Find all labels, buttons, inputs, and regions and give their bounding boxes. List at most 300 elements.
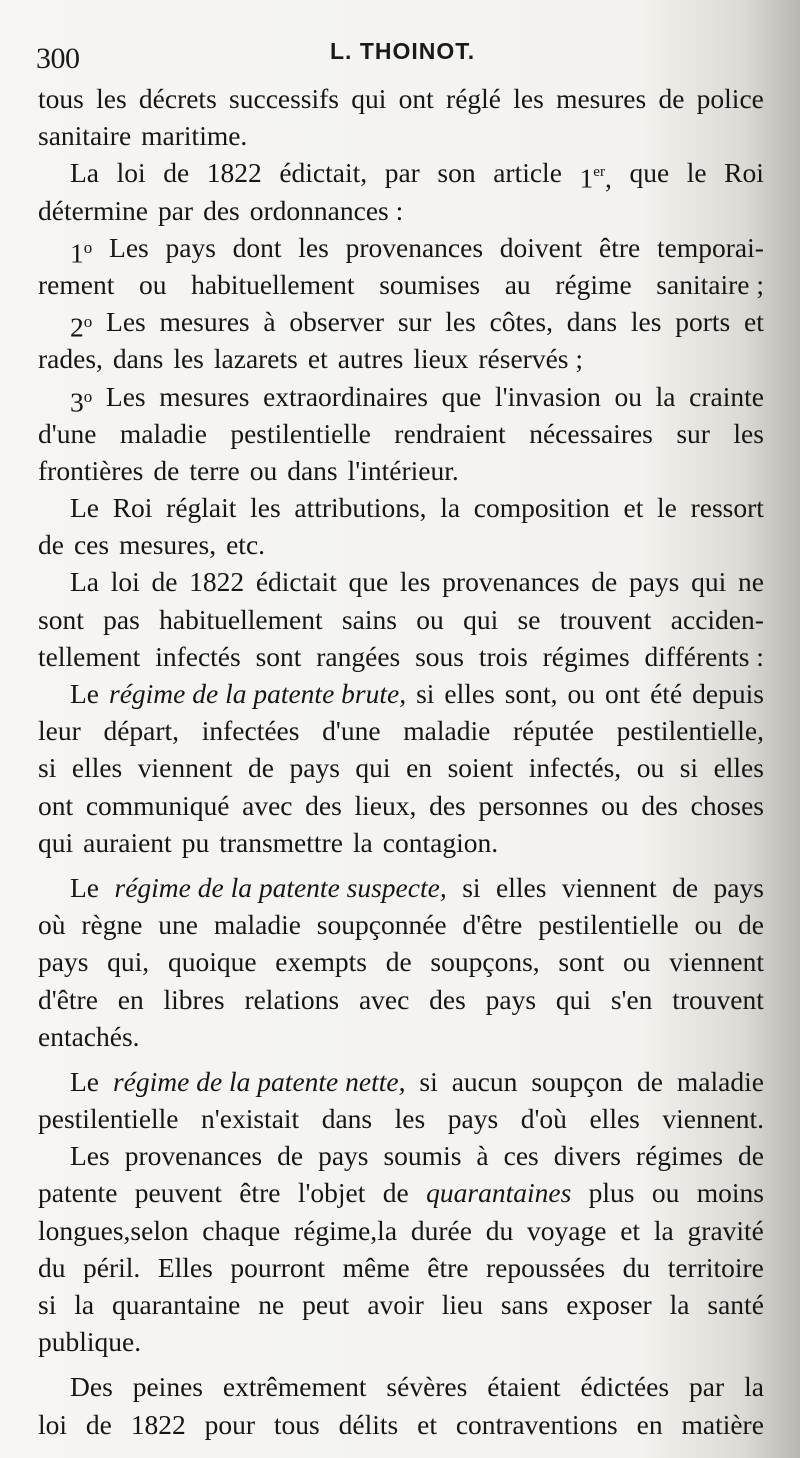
- word: sur: [676, 417, 710, 449]
- word: qui: [555, 983, 591, 1015]
- word: la: [74, 1289, 95, 1320]
- italic-term: régime de la patente suspecte,: [114, 871, 447, 903]
- word: soupçons,: [430, 946, 540, 978]
- word: ou: [601, 789, 629, 821]
- word: maladie: [676, 1065, 764, 1097]
- word: infectées: [201, 715, 300, 747]
- text-line: [38, 229, 764, 269]
- word: matière: [681, 1408, 764, 1440]
- word: auraient: [83, 826, 172, 858]
- word: délits: [338, 1408, 399, 1440]
- word: sous: [415, 640, 465, 672]
- word: pays: [289, 752, 340, 784]
- word: ou: [623, 946, 651, 978]
- word: elles: [71, 752, 123, 784]
- word: tous: [38, 83, 84, 114]
- word: départ,: [103, 715, 180, 747]
- word: ou: [139, 268, 167, 300]
- text-line: [38, 266, 764, 303]
- word: successifs: [229, 83, 340, 114]
- word: avoir: [367, 1289, 424, 1320]
- word: les: [250, 492, 281, 524]
- word: loi: [38, 1408, 68, 1440]
- word: régimes: [542, 640, 630, 672]
- text-line: [38, 1063, 764, 1100]
- word: acciden-: [670, 603, 764, 635]
- word: à: [476, 1140, 489, 1172]
- word: s'en: [610, 983, 653, 1015]
- word: viennent: [561, 871, 657, 903]
- word: les: [298, 231, 329, 263]
- word: de: [382, 1177, 409, 1209]
- word: sans: [500, 1289, 549, 1320]
- word: être: [239, 1177, 281, 1209]
- word: qui: [691, 566, 727, 598]
- text-line: [38, 117, 764, 154]
- page-header: [36, 34, 756, 78]
- word: ces: [73, 529, 110, 561]
- word: durée: [410, 1214, 472, 1246]
- word: d'une: [322, 715, 381, 747]
- word: composition: [473, 492, 610, 524]
- text-line: [38, 415, 764, 452]
- word: communiqué: [85, 789, 230, 821]
- word: du: [485, 1214, 514, 1246]
- word: dans: [321, 1103, 373, 1135]
- word: se: [517, 603, 541, 635]
- word: peuvent: [134, 1177, 222, 1209]
- text-line: [38, 943, 764, 980]
- word: ou: [567, 678, 595, 709]
- text-line: [38, 1323, 764, 1360]
- word: habituellement: [159, 603, 323, 635]
- word: pays: [447, 1103, 499, 1135]
- word: viennent: [669, 946, 764, 978]
- word: relations: [244, 983, 340, 1015]
- word: à: [263, 306, 276, 338]
- word: Elles: [157, 1251, 213, 1283]
- word: qui: [355, 752, 391, 784]
- word: exempts: [275, 946, 367, 978]
- word: l'objet: [297, 1177, 366, 1209]
- word: Le: [70, 871, 100, 903]
- word: en: [117, 983, 144, 1015]
- word: de: [385, 946, 412, 978]
- word: les: [173, 343, 204, 375]
- text-line: [38, 378, 764, 415]
- word: la: [440, 492, 461, 524]
- word: elles: [713, 752, 764, 784]
- word: que: [629, 157, 670, 189]
- word: rement: [38, 268, 115, 300]
- word: 3$^o$: [70, 385, 93, 417]
- word: infectés: [155, 640, 241, 672]
- word: maritime.: [141, 120, 248, 152]
- word: de: [248, 752, 274, 784]
- word: dans: [112, 343, 164, 375]
- word: pays: [318, 1140, 369, 1172]
- word: dans: [287, 454, 338, 486]
- text-line: [38, 675, 764, 712]
- word: de: [591, 566, 618, 598]
- word: lieu: [441, 1289, 483, 1320]
- word: règne: [81, 909, 143, 941]
- word: et: [623, 492, 644, 524]
- word: une: [158, 909, 199, 941]
- word: avec: [358, 983, 410, 1015]
- text-line: [38, 1368, 764, 1405]
- word: trouvent: [559, 603, 652, 635]
- word: viennent.: [662, 1103, 764, 1135]
- word: même: [342, 1251, 410, 1283]
- word: l'intérieur.: [347, 454, 459, 486]
- word: qui,: [107, 946, 150, 978]
- word: trouvent: [672, 983, 764, 1015]
- word: maladie: [213, 909, 301, 941]
- word: pour: [204, 1408, 256, 1440]
- word: libres: [163, 983, 225, 1015]
- word: pas: [103, 603, 140, 635]
- word: crainte: [689, 380, 764, 412]
- word: que: [441, 380, 482, 412]
- word: les: [630, 306, 662, 338]
- word: d'être: [462, 909, 523, 941]
- word: si: [419, 1065, 438, 1097]
- word: loi: [116, 157, 146, 189]
- word: ordonnances :: [249, 194, 404, 226]
- word: le: [686, 157, 707, 189]
- page-number: 300: [36, 42, 80, 75]
- text-line: [38, 712, 764, 749]
- word: moins: [696, 1177, 764, 1209]
- text-line: [38, 80, 764, 117]
- word: des: [641, 789, 678, 821]
- word: de: [737, 1140, 764, 1172]
- running-head: L. THOINOT.: [330, 38, 476, 64]
- word: pays: [38, 946, 89, 978]
- word: rendraient: [394, 417, 506, 449]
- italic-term: régime de la patente brute,: [109, 678, 407, 709]
- text-line: [38, 601, 764, 638]
- italic-term: régime de la patente nette,: [112, 1065, 406, 1097]
- text-line: [38, 787, 764, 824]
- word: édictait,: [279, 157, 368, 189]
- word: observer: [289, 306, 385, 338]
- word: ou: [694, 909, 723, 941]
- word: les: [445, 306, 476, 338]
- word: plus: [588, 1177, 635, 1209]
- word: Le: [70, 678, 100, 709]
- word: choses: [690, 789, 764, 821]
- word: pu: [181, 826, 210, 858]
- text-line: [38, 340, 764, 377]
- word: dans: [566, 306, 618, 338]
- word: lieux: [413, 343, 469, 375]
- word: La: [70, 157, 100, 189]
- word: sont: [558, 946, 605, 978]
- word: 1er,: [579, 162, 612, 194]
- word: longues,selon: [38, 1214, 189, 1246]
- word: article: [493, 157, 562, 189]
- word: ou: [651, 1177, 680, 1209]
- text-line: [38, 303, 764, 343]
- word: rades,: [38, 343, 103, 375]
- word: la: [669, 1289, 690, 1320]
- word: que: [348, 566, 389, 598]
- word: de: [163, 157, 190, 189]
- word: par: [157, 194, 194, 226]
- word: de: [636, 1065, 663, 1097]
- word: avec: [242, 789, 293, 821]
- word: les: [513, 83, 544, 114]
- word: exposer: [566, 1289, 652, 1320]
- word: réservés ;: [478, 343, 583, 375]
- word: son: [437, 157, 476, 189]
- italic-term: quarantaines: [426, 1177, 572, 1209]
- word: sévères: [386, 1371, 468, 1403]
- word: des: [429, 789, 466, 821]
- word: réputée: [512, 715, 594, 747]
- word: être: [427, 1251, 469, 1283]
- word: mesures: [159, 306, 250, 338]
- word: peines: [132, 1371, 203, 1403]
- word: viennent: [137, 752, 233, 784]
- word: depuis: [692, 678, 764, 709]
- word: extrêmement: [222, 1371, 367, 1403]
- word: de: [277, 1140, 304, 1172]
- word: Le: [70, 1065, 100, 1097]
- word: lieux,: [354, 789, 417, 821]
- word: soupçon: [531, 1065, 623, 1097]
- word: doivent: [499, 231, 583, 263]
- word: sont,: [504, 678, 558, 709]
- word: maladie: [403, 715, 491, 747]
- word: elles: [496, 871, 547, 903]
- word: ports: [675, 306, 731, 338]
- word: 1822: [206, 157, 262, 189]
- word: les: [733, 417, 764, 449]
- text-line: [38, 906, 764, 943]
- word: de: [658, 83, 685, 114]
- word: provenances: [124, 1140, 263, 1172]
- word: chaque: [202, 1214, 281, 1246]
- word: être: [599, 231, 641, 263]
- word: pays: [713, 871, 764, 903]
- word: régime: [555, 268, 632, 300]
- word: les: [399, 566, 431, 598]
- word: contagion.: [382, 826, 499, 858]
- word: publique.: [38, 1326, 142, 1358]
- word: sains: [341, 603, 397, 635]
- word: des: [429, 983, 466, 1015]
- word: ces: [503, 1140, 539, 1172]
- word: sont: [255, 640, 302, 672]
- word: des: [203, 194, 240, 226]
- word: Les: [109, 231, 149, 263]
- word: gravité: [687, 1214, 764, 1246]
- word: ne: [737, 566, 764, 598]
- word: pays: [485, 983, 537, 1015]
- word: réglé: [446, 83, 502, 114]
- word: si: [462, 871, 481, 903]
- word: temporai-: [657, 231, 764, 263]
- word: n'existait: [201, 1103, 300, 1135]
- word: loi: [110, 566, 140, 598]
- word: attributions,: [294, 492, 427, 524]
- word: Les: [70, 1140, 110, 1172]
- word: où: [38, 909, 66, 941]
- body-text: [38, 80, 764, 1443]
- word: Les: [106, 306, 146, 338]
- word: Les: [105, 380, 146, 412]
- word: sanitaire ;: [656, 268, 764, 300]
- text-line: [38, 1212, 764, 1249]
- word: rangées: [316, 640, 401, 672]
- word: ont: [398, 83, 434, 114]
- word: et: [417, 1408, 437, 1440]
- word: aucun: [451, 1065, 518, 1097]
- word: contraventions: [455, 1408, 618, 1440]
- word: soupçonnée: [316, 909, 447, 941]
- word: territoire: [667, 1251, 764, 1283]
- paragraph-gap: [38, 861, 764, 869]
- text-line: [38, 452, 764, 489]
- word: Le: [70, 492, 100, 524]
- word: péril.: [83, 1251, 141, 1283]
- word: tous: [273, 1408, 320, 1440]
- word: pestilentielle: [38, 1103, 179, 1135]
- word: pestilentielle: [230, 417, 371, 449]
- word: par: [384, 157, 420, 189]
- word: de: [85, 1408, 112, 1440]
- word: qui: [463, 603, 499, 635]
- word: du: [38, 1251, 66, 1283]
- text-line: [38, 749, 764, 786]
- word: d'où: [520, 1103, 567, 1135]
- text-line: [38, 1249, 764, 1286]
- word: mesures,: [119, 529, 217, 561]
- word: nécessaires: [529, 417, 653, 449]
- word: tellement: [38, 640, 141, 672]
- word: régime,la: [293, 1214, 398, 1246]
- word: entachés.: [38, 1020, 140, 1052]
- word: décrets: [138, 83, 217, 114]
- word: trois: [478, 640, 528, 672]
- word: Roi: [724, 157, 764, 189]
- word: ou: [416, 603, 444, 635]
- word: ne: [258, 1289, 285, 1320]
- word: transmettre: [219, 826, 343, 858]
- word: ressort: [690, 492, 764, 524]
- word: extraordinaires: [263, 380, 428, 412]
- word: la: [655, 380, 676, 412]
- word: en: [406, 752, 433, 784]
- word: les: [96, 83, 127, 114]
- text-line: [38, 824, 764, 861]
- word: et: [620, 1214, 641, 1246]
- word: été: [650, 678, 683, 709]
- word: pestilentielle: [538, 909, 679, 941]
- word: et: [307, 343, 328, 375]
- word: la: [352, 826, 373, 858]
- text-line: [38, 869, 764, 906]
- word: par: [689, 1371, 725, 1403]
- word: dont: [232, 231, 282, 263]
- word: détermine: [38, 194, 148, 226]
- word: de: [672, 871, 699, 903]
- word: autres: [337, 343, 404, 375]
- text-line: [38, 489, 764, 526]
- word: côtes,: [489, 306, 553, 338]
- word: 1$^o$: [70, 237, 93, 269]
- word: voyage: [527, 1214, 607, 1246]
- word: édictait: [255, 566, 337, 598]
- word: provenances: [442, 566, 580, 598]
- word: de: [151, 566, 178, 598]
- word: soient: [447, 752, 514, 784]
- word: et: [744, 306, 764, 338]
- word: de: [153, 454, 180, 486]
- word: quoique: [167, 946, 257, 978]
- word: personnes: [478, 789, 589, 821]
- text-line: [38, 1286, 764, 1323]
- word: la: [653, 1214, 674, 1246]
- word: soumises: [379, 268, 481, 300]
- word: leur: [38, 715, 81, 747]
- word: si: [38, 752, 57, 784]
- word: différents :: [644, 640, 764, 672]
- word: 1822: [130, 1408, 186, 1440]
- text-line: [38, 1137, 764, 1174]
- text-line: [38, 1174, 764, 1211]
- word: maladie: [119, 417, 207, 449]
- word: frontières: [38, 454, 144, 486]
- word: réglait: [166, 492, 237, 524]
- word: sont: [38, 603, 84, 635]
- word: repoussées: [486, 1251, 606, 1283]
- text-line: [38, 526, 764, 563]
- word: Roi: [112, 492, 153, 524]
- word: soumis: [383, 1140, 462, 1172]
- word: ou: [249, 454, 278, 486]
- paragraph-gap: [38, 1055, 764, 1063]
- text-line: [38, 1018, 764, 1055]
- word: en: [636, 1408, 663, 1440]
- word: ou: [636, 752, 665, 784]
- word: quarantaine: [112, 1289, 241, 1320]
- word: la: [744, 1371, 764, 1403]
- word: divers: [553, 1140, 621, 1172]
- word: sanitaire: [38, 120, 132, 152]
- word: santé: [707, 1289, 764, 1320]
- word: elles: [444, 678, 495, 709]
- word: pays: [628, 566, 680, 598]
- word: peut: [302, 1289, 350, 1320]
- word: de: [38, 529, 64, 561]
- word: Des: [70, 1371, 113, 1403]
- word: 1822: [189, 566, 245, 598]
- word: étaient: [487, 1371, 561, 1403]
- paragraph-gap: [38, 1360, 764, 1368]
- word: mesures: [556, 83, 647, 114]
- word: qui: [351, 83, 387, 114]
- word: elles: [589, 1103, 640, 1135]
- word: ou: [614, 380, 642, 412]
- word: qui: [38, 826, 74, 858]
- word: régimes: [635, 1140, 723, 1172]
- word: La: [70, 566, 100, 598]
- word: de: [737, 909, 764, 941]
